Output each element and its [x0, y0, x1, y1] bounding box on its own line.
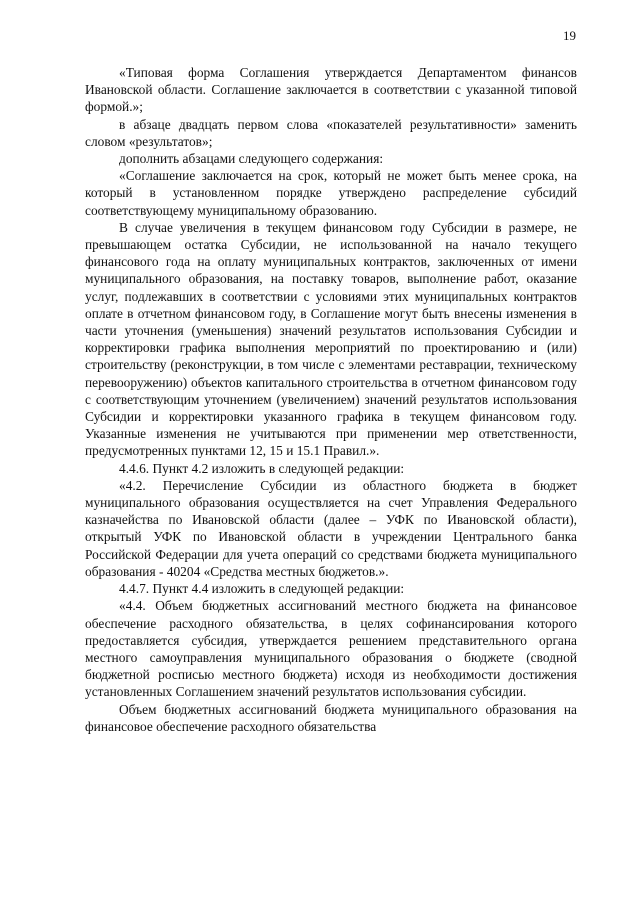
paragraph-clause-4-2: «4.2. Перечисление Субсидии из областного бюджета в бюджет муниципального образования осуществляется на счет Управления Федерального казначейства по Ивановской области (далее – УФК по Ивановской области), открытый УФК по Ивановской области в учреждении Центрального банка Российской Федерации для учета операций со средствами бюджета муниципального образования - 40204 «Средства местных бюджетов.».: [85, 477, 577, 579]
paragraph-clause-4-2-heading: 4.4.6. Пункт 4.2 изложить в следующей редакции:: [119, 460, 405, 476]
page-number: 19: [563, 28, 576, 43]
document-body: [85, 64, 577, 735]
paragraph-subsidy-increase: В случае увеличения в текущем финансовом году Субсидии в размере, не превышающем остатка Субсидии, не использованной на начало текущего финансового года на оплату муниципальных контрактов, заключенных от имени муниципального образования, на поставку товаров, выполнение работ, оказание услуг, подлежавших в соответствии с условиями этих муниципальных контрактов оплате в отчетном финансовом году, в Соглашение могут быть внесены изменения в части уточнения (уменьшения) значений результатов использования Субсидии и корректировки графика выполнения мероприятий по проектированию и (или) строительству (реконструкции, в том числе с элементами реставрации, техническому перевооружению) объектов капитального строительства в отчетном финансовом году с соответствующим уточнением (увеличением) значений результатов использования Субсидии и корректировки указанного графика в текущем финансовом году. Указанные изменения не учитываются при применении мер ответственности, предусмотренных пунктами 12, 15 и 15.1 Правил.».: [85, 219, 577, 459]
paragraph-clause-4-4: «4.4. Объем бюджетных ассигнований местного бюджета на финансовое обеспечение расходного обязательства, в целях софинансирования которого предоставляется субсидия, утверждается решением представительного органа местного самоуправления муниципального образования о бюджете (сводной бюджетной росписью местного бюджета) исходя из необходимости достижения установленных Соглашением значений результатов использования субсидии.: [85, 598, 577, 700]
paragraph-add-clauses: дополнить абзацами следующего содержания:: [119, 151, 384, 167]
paragraph-budget-allocation: Объем бюджетных ассигнований бюджета муниципального образования на финансовое обеспечение расходного обязательства: [85, 701, 577, 734]
paragraph-replace-words: в абзаце двадцать первом слова «показателей результативности» заменить словом «результатов»;: [85, 116, 577, 149]
paragraph-agreement-term: «Соглашение заключается на срок, который не может быть менее срока, на который в установленном порядке утверждено распределение субсидий соответствующему муниципальному образованию.: [85, 168, 577, 218]
paragraph-clause-4-4-heading: 4.4.7. Пункт 4.4 изложить в следующей редакции:: [119, 581, 405, 597]
paragraph-typical-form: «Типовая форма Соглашения утверждается Департаментом финансов Ивановской области. Соглашение заключается в соответствии с указанной типовой формой.»;: [85, 65, 577, 115]
